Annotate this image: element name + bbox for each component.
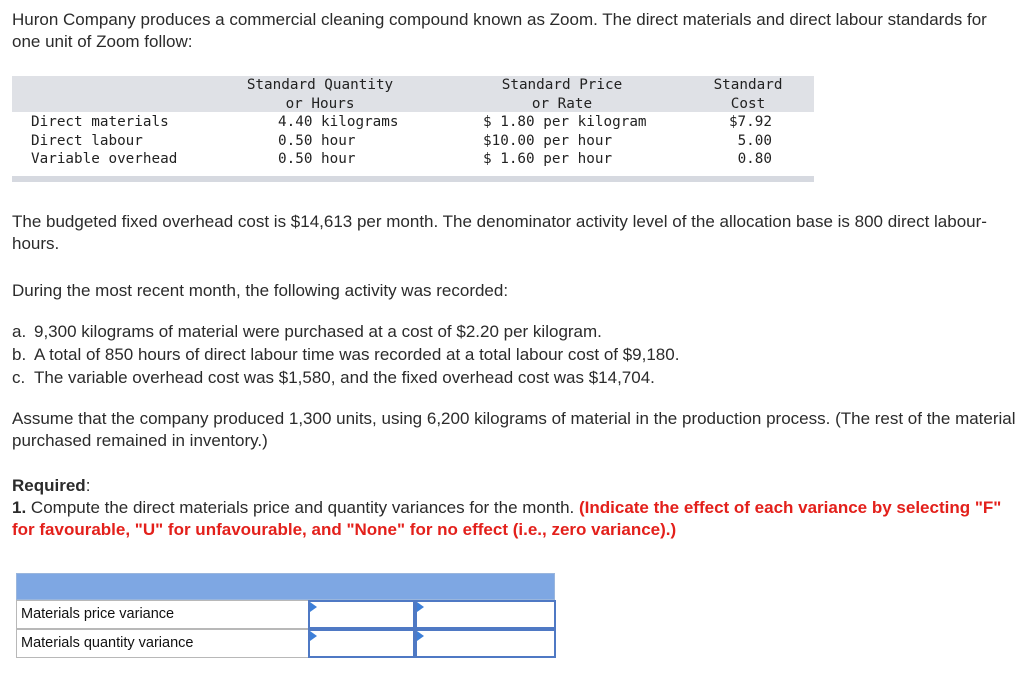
list-item: [12, 343, 1012, 366]
list-item-marker: c.: [12, 368, 26, 387]
header-standard-price: Standard Price or Rate: [501, 77, 623, 112]
price-variance-amount-cell[interactable]: [308, 600, 415, 629]
question-text: [12, 497, 1017, 541]
list-item-marker: b.: [12, 345, 27, 364]
quantity-variance-amount-cell[interactable]: [308, 629, 415, 658]
price-variance-effect-cell[interactable]: [415, 600, 556, 629]
price-variance-amount-input[interactable]: [310, 602, 413, 627]
assumption-paragraph: Assume that the company produced 1,300 units, using 6,200 kilograms of material in the production process. (The rest of the material purchased remained in inventory.): [12, 409, 1016, 450]
budget-paragraph: The budgeted fixed overhead cost is $14,613 per month. The denominator activity level of the allocation base is 800 direct labour-hours.: [12, 212, 987, 253]
header-standard-cost: Standard Cost: [713, 77, 783, 112]
price-variable-overhead: $ 1.60 per hour: [483, 151, 613, 167]
quantity-variance-effect-cell[interactable]: [415, 629, 556, 658]
cost-direct-labour: 5.00: [737, 132, 772, 149]
list-item: [12, 320, 1012, 343]
answer-table-header: [16, 573, 555, 600]
row-label-direct-materials: Direct materials: [31, 114, 169, 130]
question-number: 1.: [12, 498, 27, 517]
standards-table-header-band: [12, 76, 814, 112]
required-heading: [12, 476, 90, 496]
row-label-materials-price-variance: Materials price variance: [21, 606, 175, 622]
list-item: [12, 366, 1012, 389]
intro-paragraph: Huron Company produces a commercial cleaning compound known as Zoom. The direct materials and direct labour standards for one unit of Zoom follow:: [12, 10, 987, 51]
table-row: [16, 600, 555, 629]
price-variance-effect-select[interactable]: [417, 602, 554, 627]
qty-direct-labour: 0.50 hour: [278, 132, 356, 149]
standards-table-footer-band: [12, 176, 814, 182]
quantity-variance-amount-input[interactable]: [310, 631, 413, 656]
standards-table: [12, 76, 814, 182]
qty-direct-materials: 4.40 kilograms: [278, 114, 399, 130]
list-item-marker: a.: [12, 322, 27, 341]
row-label-variable-overhead: Variable overhead: [31, 151, 178, 167]
quantity-variance-effect-select[interactable]: [417, 631, 554, 656]
list-item-text: The variable overhead cost was $1,580, and the fixed overhead cost was $14,704.: [34, 368, 655, 387]
activity-list: [12, 320, 1012, 389]
answer-table: [16, 573, 555, 659]
list-item-text: 9,300 kilograms of material were purchased at a cost of $2.20 per kilogram.: [34, 322, 602, 341]
cost-variable-overhead: 0.80: [737, 151, 772, 167]
required-colon: :: [85, 476, 91, 495]
row-label-direct-labour: Direct labour: [31, 132, 143, 149]
table-row: [16, 629, 555, 658]
header-standard-quantity: Standard Quantity or Hours: [246, 77, 394, 112]
question-body: Compute the direct materials price and quantity variances for the month.: [30, 498, 575, 517]
price-direct-labour: $10.00 per hour: [483, 132, 613, 149]
row-label-materials-quantity-variance: Materials quantity variance: [21, 635, 194, 651]
required-label: Required: [12, 476, 86, 495]
cost-direct-materials: $7.92: [728, 114, 772, 130]
list-item-text: A total of 850 hours of direct labour time was recorded at a total labour cost of $9,180.: [34, 345, 680, 364]
question-instruction: (Indicate the effect of each variance by selecting "F" for favourable, "U" for unfavourable, and "None" for no effect (i.e., zero variance).): [12, 498, 1002, 539]
qty-variable-overhead: 0.50 hour: [278, 151, 356, 167]
activity-intro: During the most recent month, the following activity was recorded:: [12, 281, 509, 300]
price-direct-materials: $ 1.80 per kilogram: [483, 114, 647, 130]
